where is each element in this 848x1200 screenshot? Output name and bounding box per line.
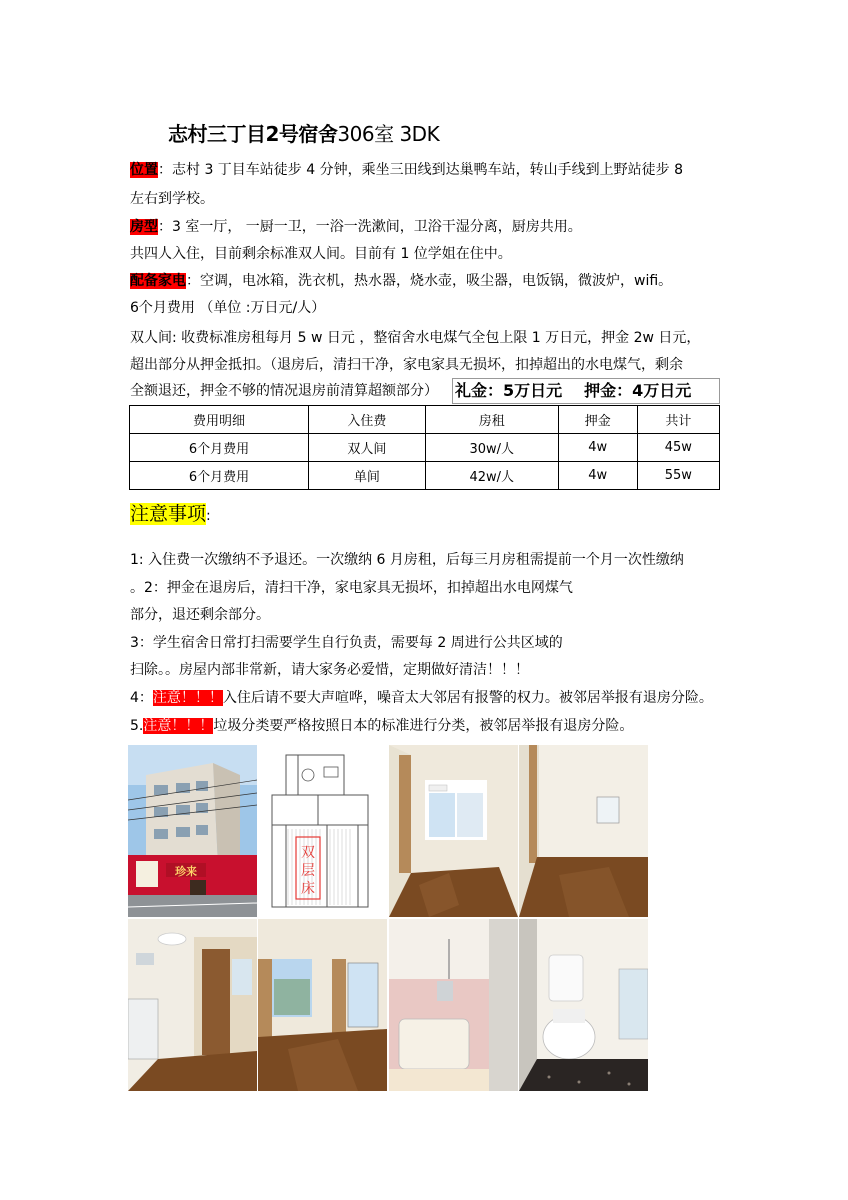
photo-room-window	[389, 745, 518, 917]
location-text: ：志村 3 丁目车站徒步 4 分钟，乘坐三田线到达巢鸭车站，转山手线到上野站徒步 8	[158, 162, 683, 178]
notice-3b: 扫除。。房屋内部非常新，请大家务必爱惜，定期做好清洁！！！	[130, 662, 529, 678]
bunk-bed-char-1: 双	[301, 845, 315, 861]
double-room-line-2: 超出部分从押金抵扣。（退房后，清扫干净，家电家具无损坏，扣掉超出的水电煤气，剩余	[130, 357, 683, 373]
notice-5	[130, 716, 633, 736]
appliances-line	[130, 271, 672, 291]
notice-heading-text: 注意事项	[130, 503, 207, 525]
table-cell: 42w/人	[425, 462, 558, 490]
notice-1b: 。2：押金在退房后，清扫干净，家电家具无损坏，扣掉超出水电网煤气	[130, 580, 573, 596]
table-cell: 45w	[637, 434, 719, 462]
location-label: 位置	[130, 162, 158, 178]
table-cell: 4w	[558, 434, 637, 462]
table-header: 房租	[425, 406, 558, 434]
title-main: 志村三丁目2号宿舍	[168, 122, 338, 146]
notice-4-text: 入住后请不要大声喧哗，噪音太大邻居有报警的权力。被邻居举报有退房分险。	[222, 690, 713, 706]
photo-bathroom	[389, 919, 518, 1091]
photo-floor-plan	[258, 745, 387, 917]
location-line-2: 左右到学校。	[130, 191, 214, 207]
table-cell: 30w/人	[425, 434, 558, 462]
photo-room-empty	[519, 745, 648, 917]
fee-table	[129, 405, 720, 490]
bunk-bed-char-3: 床	[301, 881, 315, 897]
photo-living-room	[258, 919, 387, 1091]
table-row	[130, 434, 720, 462]
double-room-line-3: 全额退还，押金不够的情况退房前清算超额部分）	[130, 383, 438, 399]
notice-1c: 部分，退还剩余部分。	[130, 607, 270, 623]
notice-5-tag: 注意！！！	[143, 718, 214, 734]
title-room: 306室 3DK	[337, 122, 440, 146]
table-cell: 55w	[637, 462, 719, 490]
page-title	[168, 118, 439, 147]
photo-building-exterior	[128, 745, 257, 917]
layout-text: ：3 室一厅， 一厨一卫，一浴一洗漱间，卫浴干湿分离，厨房共用。	[158, 219, 582, 235]
table-cell: 6个月费用	[130, 434, 309, 462]
appliances-label: 配备家电	[130, 273, 186, 289]
table-cell: 单间	[308, 462, 425, 490]
photo-grid	[128, 745, 648, 1091]
occupancy-line: 共四人入住，目前剩余标准双人间。目前有 1 位学姐在住中。	[130, 246, 512, 262]
photo-kitchen	[128, 919, 257, 1091]
table-cell: 双人间	[308, 434, 425, 462]
photo-toilet	[519, 919, 648, 1091]
notice-4-prefix: 4：	[130, 690, 153, 706]
notice-5-text: 垃圾分类要严格按照日本的标准进行分类，被邻居举报有退房分险。	[213, 718, 634, 734]
fee-unit-line: 6个月费用 （单位 :万日元/人）	[130, 300, 326, 316]
notice-heading-colon: :	[206, 508, 211, 524]
restaurant-sign: 珍来	[175, 865, 197, 878]
notice-1a: 1: 入住费一次缴纳不予退还。一次缴纳 6 月房租，后每三月房租需提前一个月一次性缴纳	[130, 552, 684, 568]
table-header-row	[130, 406, 720, 434]
table-header: 押金	[558, 406, 637, 434]
notice-4-tag: 注意！！！	[152, 690, 223, 706]
key-money-deposit-box	[452, 378, 720, 404]
notice-5-prefix: 5.	[130, 718, 144, 734]
notice-4	[130, 688, 713, 708]
table-header: 入住费	[308, 406, 425, 434]
table-row	[130, 462, 720, 490]
notice-heading	[130, 492, 211, 538]
appliances-text: ：空调，电冰箱，洗衣机，热水器，烧水壶，吸尘器，电饭锅，微波炉，wifi。	[186, 273, 673, 289]
layout-line	[130, 217, 582, 237]
table-cell: 4w	[558, 462, 637, 490]
double-room-line-1: 双人间: 收费标准房租每月 5 w 日元 ，整宿舍水电煤气全包上限 1 万日元，押金 2w 日元，	[130, 330, 701, 346]
bunk-bed-char-2: 层	[301, 863, 315, 879]
key-money: 礼金：5万日元	[455, 381, 563, 400]
layout-label: 房型	[130, 219, 158, 235]
table-cell: 6个月费用	[130, 462, 309, 490]
notice-3a: 3：学生宿舍日常打扫需要学生自行负责，需要每 2 周进行公共区域的	[130, 635, 563, 651]
table-header: 共计	[637, 406, 719, 434]
deposit-amount: 押金：4万日元	[584, 381, 692, 400]
table-header: 费用明细	[130, 406, 309, 434]
location-line	[130, 160, 683, 180]
